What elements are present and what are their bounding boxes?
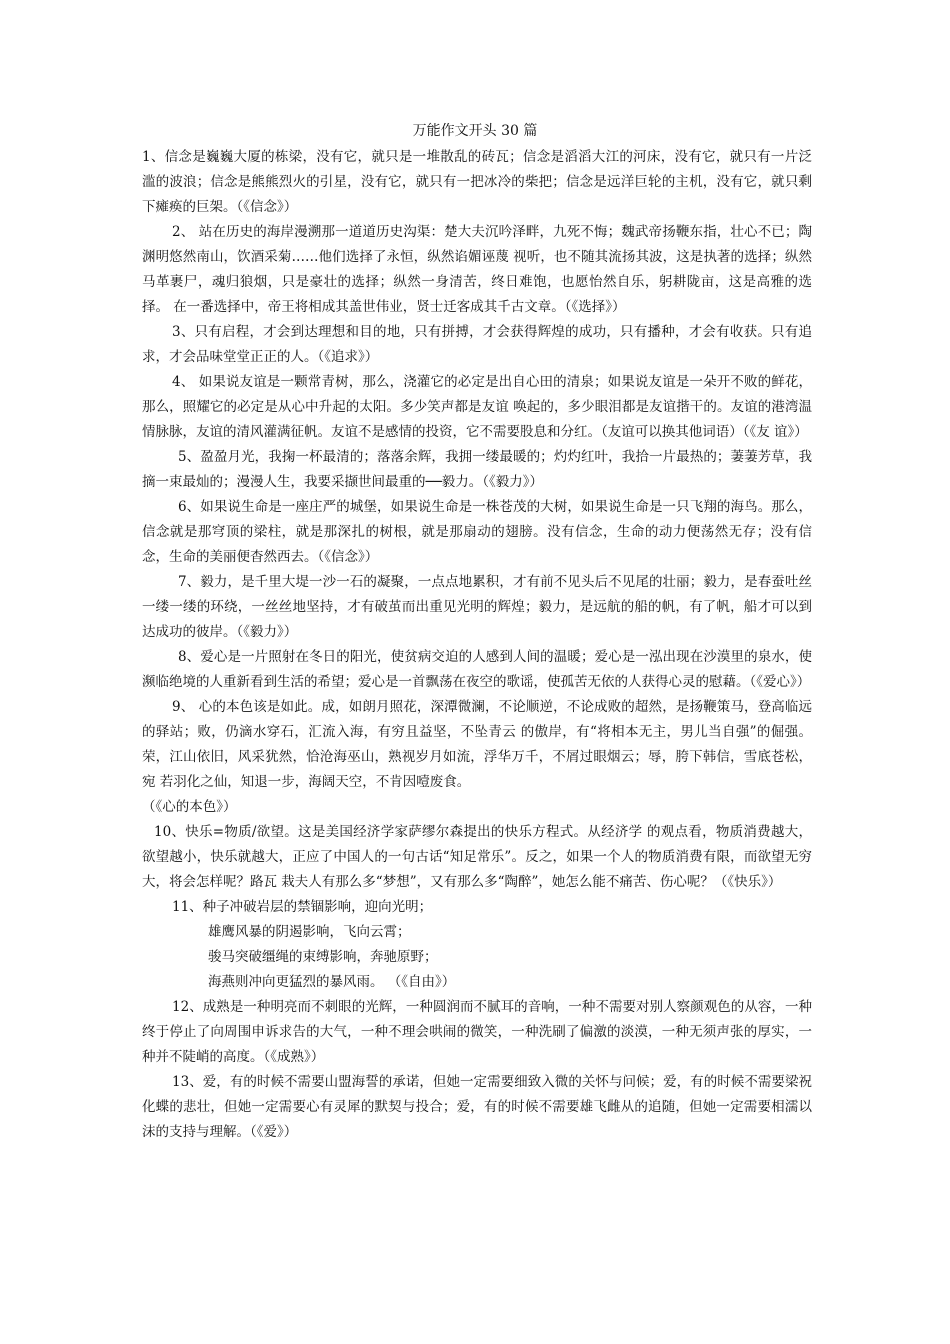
paragraph-3: 3、只有启程，才会到达理想和目的地，只有拼搏，才会获得辉煌的成功，只有播种，才会有收获。只有追求，才会品味堂堂正正的人。（《追求》） <box>142 324 812 365</box>
poem-line-3: 骏马突破缰绳的束缚影响，奔驰原野； <box>208 949 438 965</box>
paragraph-12: 12、成熟是一种明亮而不刺眼的光辉，一种圆润而不腻耳的音响，一种不需要对别人察颜观色的从容，一种终于停止了向周围申诉求告的大气，一种不理会哄闹的微笑，一种洗刷了偏激的淡漠，一种无须声张的厚实，一种并不陡峭的高度。（《成熟》） <box>142 999 812 1065</box>
paragraph-1: 1、信念是巍巍大厦的栋梁，没有它，就只是一堆散乱的砖瓦；信念是滔滔大江的河床，没有它，就只有一片泛滥的波浪；信念是熊熊烈火的引星，没有它，就只有一把冰冷的柴把；信念是远洋巨轮的主机，没有它，就只剩下瘫痪的巨架。（《信念》） <box>142 149 812 215</box>
paragraph-13: 13、爱，有的时候不需要山盟海誓的承诺，但她一定需要细致入微的关怀与问候；爱，有的时候不需要梁祝化蝶的悲壮，但她一定需要心有灵犀的默契与投合；爱，有的时候不需要雄飞雌从的追随，但她一定需要相濡以沫的支持与理解。（《爱》） <box>142 1074 812 1140</box>
paragraph-6: 6、如果说生命是一座庄严的城堡，如果说生命是一株苍茂的大树，如果说生命是一只飞翔的海鸟。那么，信念就是那穹顶的梁柱，就是那深扎的树根，就是那扇动的翅膀。没有信念，生命的动力便荡然无存；没有信念，生命的美丽便杳然西去。（《信念》） <box>142 499 812 565</box>
poem-line-4: 海燕则冲向更猛烈的暴风雨。 （《自由》） <box>208 974 456 990</box>
poem-line-2: 雄鹰风暴的阴遏影响，飞向云霄； <box>208 924 411 940</box>
paragraph-5: 5、盈盈月光，我掬一杯最清的；落落余辉，我拥一缕最暖的；灼灼红叶，我拾一片最热的；萋萋芳草，我摘一束最灿的；漫漫人生，我要采撷世间最重的──毅力。（《毅力》） <box>142 449 812 490</box>
paragraph-9-source: （《心的本色》） <box>142 799 237 815</box>
paragraph-9: 9、 心的本色该是如此。成，如朗月照花，深潭微澜，不论顺逆，不论成败的超然，是扬鞭策马，登高临远的驿站；败，仍滴水穿石，汇流入海，有穷且益坚，不坠青云 的傲岸，有“将相本无主，男儿当自强”的倔强。荣，江山依旧，风采犹然，恰沧海巫山，熟视岁月如流，浮华万千，不屑过眼烟云；辱，胯下韩信，雪底苍松，宛 若羽化之仙，知退一步，海阔天空，不肯因噎废食。 <box>142 699 812 790</box>
paragraph-10: 10、快乐=物质/欲望。这是美国经济学家萨缪尔森提出的快乐方程式。从经济学 的观点看，物质消费越大，欲望越小，快乐就越大，正应了中国人的一句古话“知足常乐”。反之，如果一个人的物质消费有限，而欲望无穷大，将会怎样呢？路瓦 栽夫人有那么多“梦想”，又有那么多“陶醉”，她怎么能不痛苦、伤心呢？（《快乐》） <box>142 824 812 890</box>
paragraph-4: 4、 如果说友谊是一颗常青树，那么，浇灌它的必定是出自心田的清泉；如果说友谊是一朵开不败的鲜花，那么，照耀它的必定是从心中升起的太阳。多少笑声都是友谊 唤起的，多少眼泪都是友谊揩干的。友谊的港湾温情脉脉，友谊的清风灌满征帆。友谊不是感情的投资，它不需要股息和分红。（友谊可以换其他词语）（《友 谊》） <box>142 374 812 440</box>
paragraph-2: 2、 站在历史的海岸漫溯那一道道历史沟渠：楚大夫沉吟泽畔，九死不悔；魏武帝扬鞭东指，壮心不已；陶渊明悠然南山，饮酒采菊……他们选择了永恒，纵然谄媚诬蔑 视听，也不随其流扬其波，这是执著的选择；纵然马革裹尸，魂归狼烟，只是豪壮的选择；纵然一身清苦，终日难饱，也愿怡然自乐，躬耕陇亩，这是高雅的选择。 在一番选择中，帝王将相成其盖世伟业，贤士迁客成其千古文章。（《选择》） <box>142 224 812 315</box>
document-title: 万能作文开头 30 篇 <box>412 123 538 139</box>
document-body <box>142 145 812 1145</box>
paragraph-7: 7、毅力，是千里大堤一沙一石的凝聚，一点点地累积，才有前不见头后不见尾的壮丽；毅力，是春蚕吐丝一缕一缕的环绕，一丝丝地坚持，才有破茧而出重见光明的辉煌；毅力，是远航的船的帆，有了帆，船才可以到达成功的彼岸。（《毅力》） <box>142 574 812 640</box>
paragraph-8: 8、爱心是一片照射在冬日的阳光，使贫病交迫的人感到人间的温暖；爱心是一泓出现在沙漠里的泉水，使濒临绝境的人重新看到生活的希望；爱心是一首飘荡在夜空的歌谣，使孤苦无依的人获得心灵的慰藉。（《爱心》） <box>142 649 812 690</box>
poem-line-1: 11、种子冲破岩层的禁锢影响，迎向光明； <box>172 899 433 915</box>
